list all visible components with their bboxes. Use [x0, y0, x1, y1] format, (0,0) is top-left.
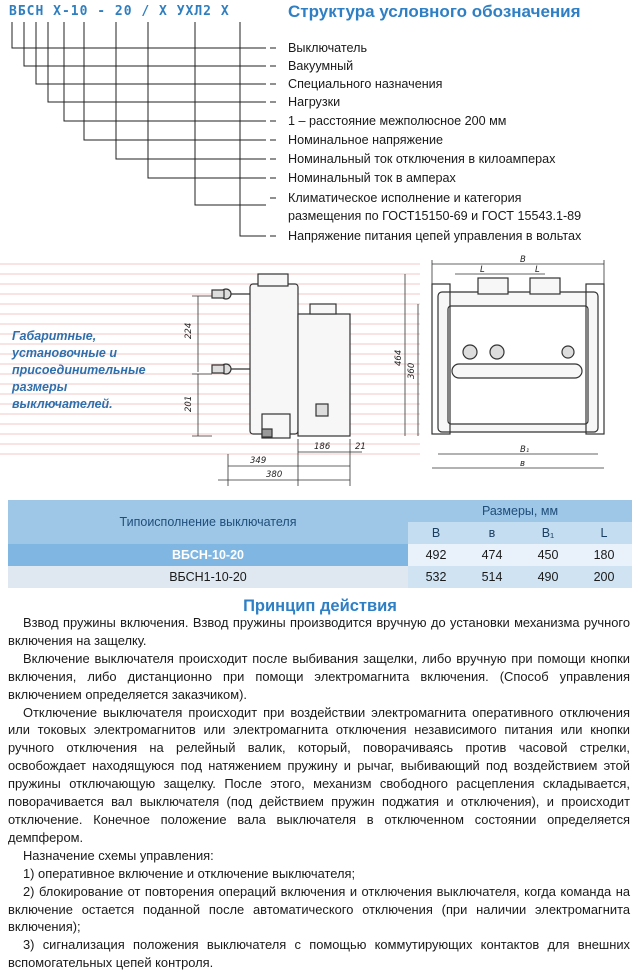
legend-item: Напряжение питания цепей управления в вольтах — [288, 229, 582, 243]
table-row — [8, 566, 632, 588]
cell-L: 180 — [576, 544, 632, 566]
caption-line: присоединительные — [12, 363, 146, 377]
cell-model: ВБСН-10-20 — [8, 544, 408, 566]
cell-B: 532 — [408, 566, 464, 588]
paragraph: 2) блокирование от повторения операций включения и отключения выключателя, когда команда на включение остается поданной после автоматического отключения (при наличии электромагнита включения); — [8, 883, 630, 935]
caption-line: размеры — [12, 380, 68, 394]
tree-line-5 — [64, 22, 266, 121]
legend-item: размещения по ГОСТ15150-69 и ГОСТ 15543.1-89 — [288, 209, 582, 223]
caption-line: Габаритные, — [12, 329, 97, 343]
subheader-B1: B₁ — [520, 522, 576, 544]
paragraph: 1) оперативное включение и отключение выключателя; — [23, 865, 356, 881]
paragraph: Отключение выключателя происходит при воздействии электромагнита оперативного отключения или токовых электромагнитов или электромагнита отключения независимого питания или кнопки ручного отключения на релейный валик, который, поворачиваясь против часовой стрелки, освобождает находящуюся под натяжением пружину и рычаг, выбивающий под воздействием этой пружины отключающую защелку. После этого, механизм свободного расцепления складывается, поворачивается вал выключателя (под действием пружин поджатия и отключения), и происходит отключение. Конечное положение вала выключателя в отключенном состоянии определяется демпфером. — [8, 704, 630, 845]
front-view — [432, 278, 604, 434]
paragraph: Включение выключателя происходит после выбивания защелки, либо вручную при помощи кнопки включения, либо дистанционно при помощи электромагнита включения. (Способ управления включением определяется заказчиком). — [8, 650, 630, 702]
dim-349: 349 — [250, 456, 267, 466]
tree-line-4 — [48, 22, 266, 102]
col-header-type: Типоисполнение выключателя — [8, 500, 408, 544]
subheader-b: в — [464, 522, 520, 544]
dim-224: 224 — [184, 322, 194, 339]
dim-21: 21 — [355, 442, 366, 452]
dim-L-right: L — [535, 265, 540, 275]
paragraph: Назначение схемы управления: — [23, 847, 214, 863]
tree-line-2 — [24, 22, 266, 66]
dimensions-table — [8, 500, 632, 588]
dim-380: 380 — [266, 470, 283, 480]
legend-item: Выключатель — [288, 41, 368, 55]
tree-line-1 — [12, 22, 266, 48]
dim-B1: B₁ — [520, 445, 530, 455]
paragraph: Взвод пружины включения. Взвод пружины производится вручную до установки механизма ручного включения на защелку. — [8, 615, 630, 648]
subheader-L: L — [576, 522, 632, 544]
legend-item: Климатическое исполнение и категория — [288, 191, 522, 205]
cell-b: 474 — [464, 544, 520, 566]
tree-line-10 — [240, 22, 266, 236]
legend-item: 1 – расстояние межполюсное 200 мм — [288, 114, 507, 128]
designation-title: Структура условного обозначения — [288, 2, 581, 21]
cell-B: 492 — [408, 544, 464, 566]
cell-model: ВБСН1-10-20 — [8, 566, 408, 588]
dim-464: 464 — [394, 349, 404, 366]
principle-text — [8, 614, 630, 972]
col-header-sizes: Размеры, мм — [408, 500, 632, 522]
principle-title: Принцип действия — [243, 597, 397, 615]
cell-B1: 450 — [520, 544, 576, 566]
paragraph: 3) сигнализация положения выключателя с помощью коммутирующих контактов для внешних вспомогательных цепей контроля. — [8, 937, 630, 971]
designation-code: ВБСН Х-10 - 20 / Х УХЛ2 Х — [9, 4, 230, 19]
caption-line: установочные и — [12, 346, 117, 360]
legend-item: Специального назначения — [288, 77, 443, 91]
dim-b: в — [520, 459, 526, 469]
side-view — [212, 274, 350, 438]
legend-item: Вакуумный — [288, 59, 354, 73]
dim-360: 360 — [407, 362, 417, 379]
legend-item: Нагрузки — [288, 95, 341, 109]
tree-line-3 — [36, 22, 266, 84]
dim-186: 186 — [314, 442, 331, 452]
tree-line-6 — [84, 22, 266, 140]
table-row — [8, 544, 632, 566]
legend-item: Номинальный ток в амперах — [288, 171, 456, 185]
legend-item: Номинальное напряжение — [288, 133, 444, 147]
tree-line-7 — [116, 22, 266, 159]
dim-L-left: L — [480, 265, 485, 275]
cell-b: 514 — [464, 566, 520, 588]
subheader-B: B — [408, 522, 464, 544]
cell-L: 200 — [576, 566, 632, 588]
cell-B1: 490 — [520, 566, 576, 588]
caption-line: выключателей. — [12, 397, 113, 411]
legend-item: Номинальный ток отключения в килоамперах — [288, 152, 556, 166]
drawing-caption — [12, 328, 146, 413]
tree-line-8 — [148, 22, 266, 178]
dim-B: B — [520, 255, 526, 265]
dim-201: 201 — [184, 395, 194, 412]
